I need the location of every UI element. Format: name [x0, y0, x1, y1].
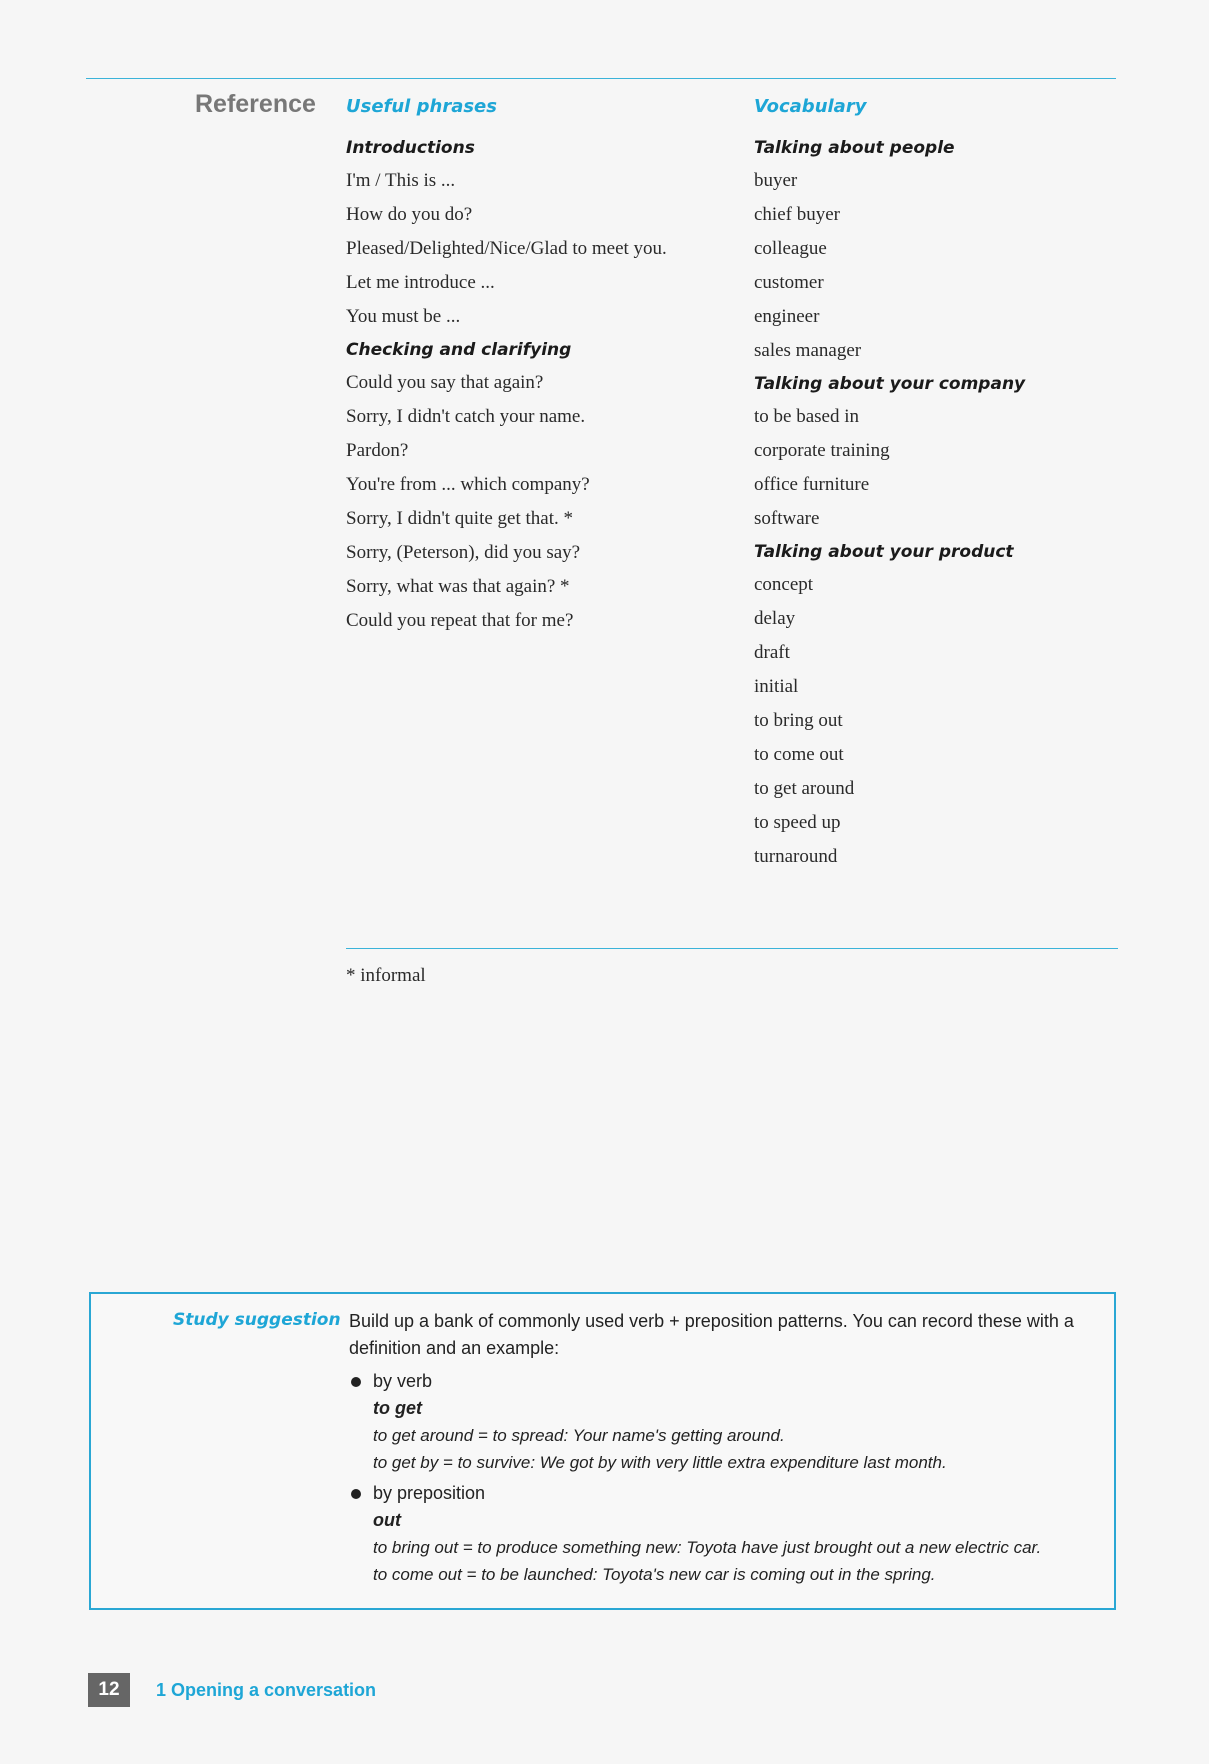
vocab-item: sales manager	[754, 340, 862, 361]
phrase-group-introductions	[346, 138, 686, 330]
vocab-item: initial	[754, 676, 799, 697]
phrase-item: Sorry, I didn't catch your name.	[346, 406, 586, 427]
vocab-group-product	[754, 542, 1084, 870]
group-title: Talking about your company	[754, 374, 1026, 394]
useful-phrases-column	[346, 96, 686, 644]
vocab-group-people	[754, 138, 1084, 364]
vocab-group-company	[754, 374, 1084, 532]
example-head: to get	[373, 1398, 422, 1418]
vocab-item: to get around	[754, 778, 855, 799]
group-title: Checking and clarifying	[346, 340, 572, 360]
vocab-item: turnaround	[754, 846, 838, 867]
vocab-item: engineer	[754, 306, 820, 327]
footnote: * informal	[346, 965, 426, 986]
phrase-item: You're from ... which company?	[346, 474, 590, 495]
group-title: Introductions	[346, 138, 475, 158]
vocab-item: chief buyer	[754, 204, 840, 225]
unit-title: 1 Opening a conversation	[156, 1679, 377, 1700]
bullet-by-preposition	[349, 1480, 1089, 1588]
example-line: to bring out = to produce something new: Toyota have just brought out a new electric car.	[373, 1538, 1042, 1557]
bullet-label: by preposition	[373, 1483, 486, 1503]
vocab-item: to bring out	[754, 710, 843, 731]
vocab-item: draft	[754, 642, 790, 663]
phrase-item: Pleased/Delighted/Nice/Glad to meet you.	[346, 238, 667, 259]
study-suggestion-body	[349, 1308, 1089, 1592]
phrase-item: Let me introduce ...	[346, 272, 495, 293]
example-line: to come out = to be launched: Toyota's new car is coming out in the spring.	[373, 1565, 936, 1584]
vocab-item: buyer	[754, 170, 798, 191]
bullet-row	[349, 1368, 1089, 1395]
bullet-row	[349, 1480, 1089, 1507]
phrase-item: I'm / This is ...	[346, 170, 456, 191]
bullet-detail	[373, 1395, 1089, 1476]
phrase-item: Could you say that again?	[346, 372, 544, 393]
phrase-item: You must be ...	[346, 306, 461, 327]
bullet-by-verb	[349, 1368, 1089, 1476]
vocab-item: to come out	[754, 744, 844, 765]
vocab-item: office furniture	[754, 474, 870, 495]
bullet-icon	[351, 1489, 361, 1499]
phrase-item: Sorry, (Peterson), did you say?	[346, 542, 581, 563]
vocab-item: to speed up	[754, 812, 841, 833]
bullet-icon	[351, 1377, 361, 1387]
vocab-item: colleague	[754, 238, 827, 259]
vocab-item: software	[754, 508, 820, 529]
phrase-item: Sorry, I didn't quite get that. *	[346, 508, 573, 529]
study-intro: Build up a bank of commonly used verb + preposition patterns. You can record these with a definition and an example:	[349, 1311, 1074, 1358]
example-line: to get by = to survive: We got by with very little extra expenditure last month.	[373, 1453, 947, 1472]
top-divider	[86, 78, 1116, 79]
vocab-item: concept	[754, 574, 814, 595]
page-footer	[88, 1673, 376, 1707]
useful-phrases-title: Useful phrases	[346, 96, 497, 117]
example-line: to get around = to spread: Your name's getting around.	[373, 1426, 785, 1445]
phrase-item: Sorry, what was that again? *	[346, 576, 570, 597]
page-number: 12	[88, 1673, 130, 1707]
phrase-item: Could you repeat that for me?	[346, 610, 574, 631]
bullet-detail	[373, 1507, 1089, 1588]
reference-title: Reference	[195, 90, 316, 118]
phrase-group-checking	[346, 340, 686, 634]
phrase-item: How do you do?	[346, 204, 473, 225]
group-title: Talking about people	[754, 138, 955, 158]
example-head: out	[373, 1510, 401, 1530]
study-suggestion-label: Study suggestion	[173, 1310, 341, 1330]
study-suggestion-box	[89, 1292, 1116, 1610]
vocab-item: corporate training	[754, 440, 890, 461]
group-title: Talking about your product	[754, 542, 1014, 562]
vocabulary-title: Vocabulary	[754, 96, 867, 117]
footnote-divider	[346, 948, 1118, 949]
vocab-item: delay	[754, 608, 796, 629]
phrase-item: Pardon?	[346, 440, 409, 461]
vocabulary-column	[754, 96, 1084, 880]
bullet-label: by verb	[373, 1371, 433, 1391]
vocab-item: customer	[754, 272, 824, 293]
vocab-item: to be based in	[754, 406, 860, 427]
